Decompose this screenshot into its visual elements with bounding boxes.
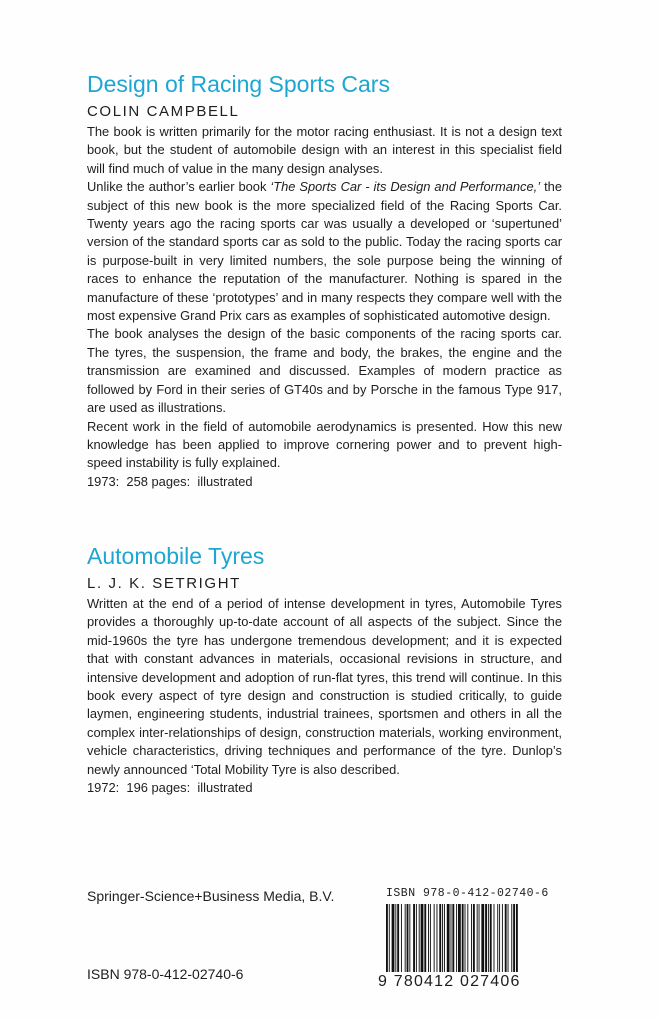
barcode-bar [430, 904, 431, 972]
book1-section [87, 70, 562, 491]
book2-title: Automobile Tyres [87, 543, 265, 569]
barcode-bar [444, 904, 445, 972]
barcode-bar [421, 904, 424, 972]
barcode-bar [409, 904, 410, 972]
barcode-bar [511, 904, 512, 972]
barcode-bar [508, 904, 509, 972]
barcode-bar [419, 904, 420, 972]
barcode [384, 904, 560, 972]
barcode-bar [442, 904, 443, 972]
barcode-bar [513, 904, 515, 972]
isbn-text: ISBN 978-0-412-02740-6 [87, 966, 244, 982]
book1-paragraph-3: The book analyses the design of the basic components of the racing sports car. The tyres, the suspension, the frame and body, the brakes, the engine and the transmission are examined and discussed. Examples of modern practice as followed by Ford in their series of GT40s and by Porsche in the famous Type 917, are used as illustrations. [87, 326, 562, 416]
barcode-bar [447, 904, 450, 972]
barcode-bar [497, 904, 498, 972]
publisher-name: Springer-Science+Business Media, B.V. [87, 888, 335, 904]
barcode-bar [424, 904, 426, 972]
barcode-bar [413, 904, 415, 972]
barcode-bar [451, 904, 452, 972]
barcode-bar [490, 904, 492, 972]
book2-author: L. J. K. SETRIGHT [87, 575, 241, 592]
barcode-bar [405, 904, 406, 972]
barcode-bar [488, 904, 489, 972]
book2-meta: 1972: 196 pages: illustrated [87, 780, 253, 796]
barcode-bar [397, 904, 399, 972]
barcode-bar [452, 904, 454, 972]
barcode-bar [395, 904, 396, 972]
barcode-bar [386, 904, 388, 972]
barcode-bar [407, 904, 409, 972]
barcode-bar [456, 904, 457, 972]
barcode-bar [505, 904, 507, 972]
book1-earlier-book-title: ‘The Sports Car - its Design and Performance,’ [270, 179, 541, 195]
barcode-bar [485, 904, 487, 972]
barcode-bar [392, 904, 395, 972]
barcode-bar [439, 904, 441, 972]
barcode-bar [436, 904, 437, 972]
barcode-bar [502, 904, 503, 972]
book1-title: Design of Racing Sports Cars [87, 71, 390, 97]
barcode-bar [494, 904, 495, 972]
book1-paragraph-4: Recent work in the field of automobile aerodynamics is presented. How this new knowledge has been applied to improve cornering power and to prevent high-speed instability is fully explained. [87, 418, 562, 471]
barcode-bar [481, 904, 484, 972]
barcode-bars [384, 904, 560, 972]
barcode-bar [428, 904, 429, 972]
barcode-bar [516, 904, 518, 972]
book2-section [87, 542, 562, 797]
barcode-isbn-label: ISBN 978-0-412-02740-6 [386, 887, 549, 900]
book1-paragraph-1: The book is written primarily for the motor racing enthusiast. It is not a design text book, but the student of automobile design with an interest in this specialist field will find much of value in the many design analyses. [87, 124, 562, 176]
barcode-bar [473, 904, 475, 972]
book1-author: COLIN CAMPBELL [87, 103, 240, 120]
barcode-bar [499, 904, 500, 972]
barcode-bar [465, 904, 466, 972]
barcode-bar [416, 904, 417, 972]
barcode-bar [462, 904, 464, 972]
book1-meta: 1973: 258 pages: illustrated [87, 473, 253, 489]
barcode-bar [401, 904, 402, 972]
barcode-digits: 9 780412 027406 [378, 973, 521, 990]
barcode-bar [471, 904, 472, 972]
barcode-bar [477, 904, 478, 972]
barcode-bar [458, 904, 461, 972]
book2-paragraph-1: Written at the end of a period of intense development in tyres, Automobile Tyres provides a thoroughly up-to-date account of all aspects of the subject. Since the mid-1960s the tyre has undergone tremendous development; and it is expected that with constant advances in materials, occasional revisions in structure, and intensive development and adoption of run-flat tyres, this trend will continue. In this book every aspect of tyre design and construction is studied critically, to guide laymen, engineering students, industrial trainees, sportsmen and others in all the complex inter-relationships of design, construction materials, working environment, vehicle characteristics, driving techniques and performance of the tyre. Dunlop’s newly announced ‘Total Mobility Tyre is also described. [87, 596, 562, 777]
barcode-bar [434, 904, 435, 972]
book1-paragraph-2: Unlike the author’s earlier book ‘The Sports Car - its Design and Performance,’ the subject of this new book is the more specialized field of the Racing Sports Car. Twenty years ago the racing sports car was usually a developed or ‘supertuned’ version of the standard sports car as sold to the public. Today the racing sports car is purpose-built in very limited numbers, the sole purpose being the winning of races to enhance the reputation of the manufacturer. Nothing is spared in the manufacture of these ‘prototypes’ and in many respects they compare well with the most expensive Grand Prix cars as examples of sophisticated automotive design. [87, 179, 562, 324]
barcode-bar [467, 904, 468, 972]
barcode-bar [479, 904, 480, 972]
barcode-bar [389, 904, 390, 972]
